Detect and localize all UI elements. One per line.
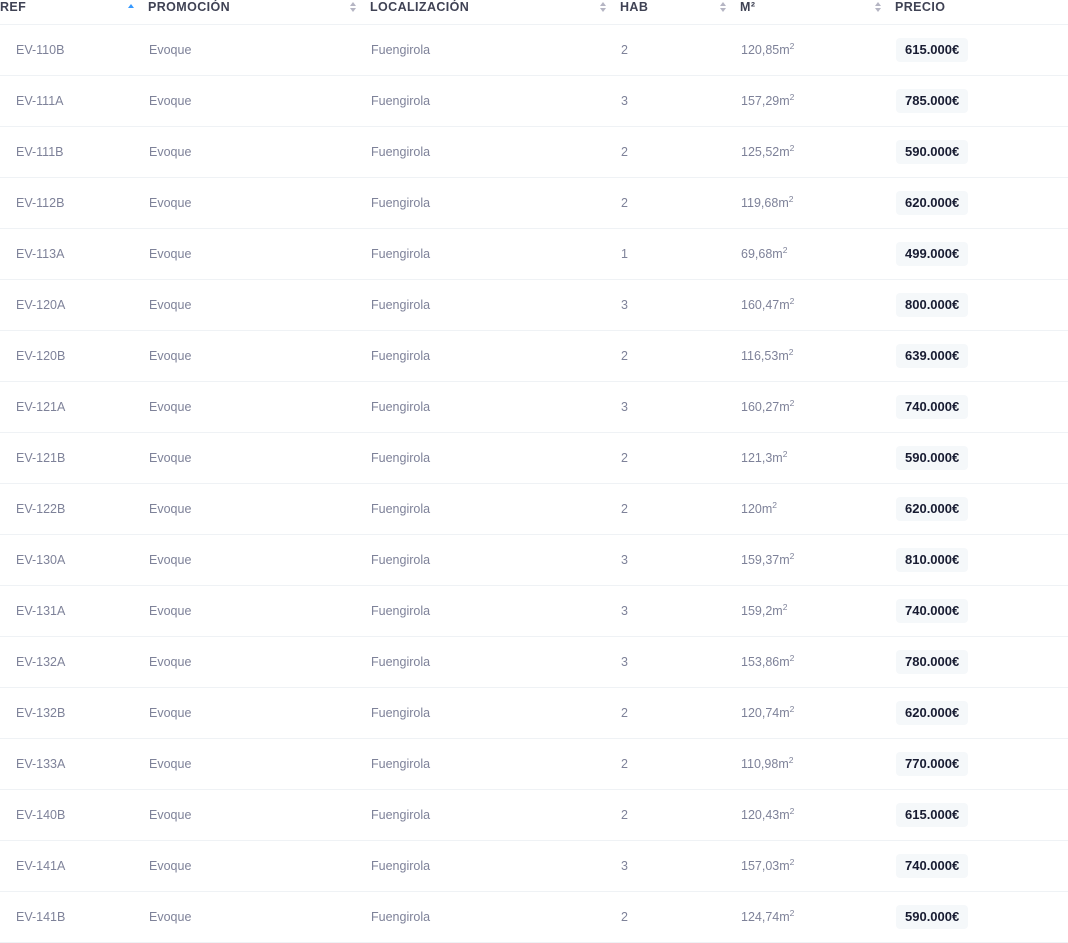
cell-superficie — [740, 280, 895, 331]
cell-localizacion: Fuengirola — [370, 382, 620, 433]
superficie-exponent: 2 — [789, 397, 795, 408]
table-row[interactable] — [0, 484, 1068, 535]
cell-hab: 3 — [620, 637, 740, 688]
table-header-row — [0, 0, 1068, 25]
price-badge: 740.000€ — [896, 395, 968, 419]
cell-ref: EV-132A — [0, 637, 148, 688]
cell-localizacion: Fuengirola — [370, 433, 620, 484]
cell-superficie — [740, 688, 895, 739]
superficie-value: 110,98 — [741, 757, 779, 771]
cell-superficie — [740, 127, 895, 178]
cell-promocion: Evoque — [148, 178, 370, 229]
cell-ref: EV-111B — [0, 127, 148, 178]
superficie-exponent: 2 — [782, 448, 788, 459]
superficie-unit: m — [772, 604, 783, 618]
superficie-exponent: 2 — [789, 40, 795, 51]
cell-precio — [895, 484, 1068, 535]
price-badge: 590.000€ — [896, 446, 968, 470]
column-header-localizacion-label: LOCALIZACIÓN — [370, 0, 470, 14]
cell-promocion: Evoque — [148, 76, 370, 127]
cell-ref: EV-110B — [0, 25, 148, 76]
cell-hab: 3 — [620, 841, 740, 892]
superficie-value: 120,85 — [741, 43, 780, 57]
sort-toggle-icon[interactable] — [720, 2, 726, 12]
cell-hab: 2 — [620, 25, 740, 76]
cell-promocion: Evoque — [148, 892, 370, 943]
cell-precio — [895, 892, 1068, 943]
cell-precio — [895, 382, 1068, 433]
column-header-ref[interactable] — [0, 0, 148, 25]
table-row[interactable] — [0, 76, 1068, 127]
table-row[interactable] — [0, 229, 1068, 280]
table-row[interactable] — [0, 688, 1068, 739]
cell-ref: EV-132B — [0, 688, 148, 739]
cell-superficie — [740, 484, 895, 535]
cell-localizacion: Fuengirola — [370, 280, 620, 331]
price-badge: 785.000€ — [896, 89, 968, 113]
sort-ascending-icon[interactable] — [128, 4, 134, 10]
price-badge: 639.000€ — [896, 344, 968, 368]
price-badge: 615.000€ — [896, 38, 968, 62]
superficie-unit: m — [779, 910, 790, 924]
superficie-unit: m — [779, 43, 790, 57]
sort-toggle-icon[interactable] — [350, 2, 356, 12]
cell-hab: 2 — [620, 331, 740, 382]
cell-localizacion: Fuengirola — [370, 892, 620, 943]
cell-superficie — [740, 892, 895, 943]
cell-promocion: Evoque — [148, 331, 370, 382]
column-header-precio-label: PRECIO — [895, 0, 946, 14]
price-badge: 620.000€ — [896, 497, 968, 521]
superficie-value: 69,68 — [741, 247, 773, 261]
superficie-unit: m — [779, 298, 790, 312]
cell-localizacion: Fuengirola — [370, 25, 620, 76]
cell-promocion: Evoque — [148, 433, 370, 484]
cell-superficie — [740, 586, 895, 637]
cell-superficie — [740, 790, 895, 841]
sort-toggle-icon[interactable] — [600, 2, 606, 12]
column-header-localizacion[interactable] — [370, 0, 620, 25]
table-row[interactable] — [0, 127, 1068, 178]
superficie-exponent: 2 — [789, 295, 795, 306]
superficie-value: 120,74 — [741, 706, 780, 720]
superficie-unit: m — [779, 400, 790, 414]
cell-ref: EV-131A — [0, 586, 148, 637]
table-row[interactable] — [0, 280, 1068, 331]
table-header — [0, 0, 1068, 25]
table-row[interactable] — [0, 790, 1068, 841]
superficie-value: 125,52 — [741, 145, 780, 159]
superficie-value: 160,47 — [741, 298, 780, 312]
price-badge: 780.000€ — [896, 650, 968, 674]
cell-superficie — [740, 229, 895, 280]
price-badge: 740.000€ — [896, 599, 968, 623]
table-row[interactable] — [0, 637, 1068, 688]
superficie-value: 159,37 — [741, 553, 780, 567]
superficie-exponent: 2 — [782, 244, 788, 255]
table-row[interactable] — [0, 586, 1068, 637]
table-row[interactable] — [0, 331, 1068, 382]
superficie-value: 153,86 — [741, 655, 780, 669]
table-row[interactable] — [0, 25, 1068, 76]
cell-superficie — [740, 433, 895, 484]
superficie-exponent: 2 — [789, 703, 795, 714]
superficie-unit: m — [778, 757, 789, 771]
cell-promocion: Evoque — [148, 586, 370, 637]
superficie-value: 124,74 — [741, 910, 780, 924]
column-header-hab-label: HAB — [620, 0, 649, 14]
table-row[interactable] — [0, 892, 1068, 943]
superficie-exponent: 2 — [788, 346, 794, 357]
superficie-value: 116,53 — [741, 349, 779, 363]
sort-toggle-icon[interactable] — [875, 2, 881, 12]
cell-superficie — [740, 535, 895, 586]
cell-hab: 2 — [620, 127, 740, 178]
cell-promocion: Evoque — [148, 739, 370, 790]
cell-precio — [895, 76, 1068, 127]
cell-localizacion: Fuengirola — [370, 841, 620, 892]
superficie-unit: m — [779, 655, 790, 669]
superficie-exponent: 2 — [788, 193, 794, 204]
cell-hab: 2 — [620, 433, 740, 484]
cell-superficie — [740, 76, 895, 127]
superficie-unit: m — [779, 553, 790, 567]
superficie-exponent: 2 — [789, 550, 795, 561]
cell-promocion: Evoque — [148, 382, 370, 433]
superficie-unit: m — [779, 808, 790, 822]
cell-precio — [895, 739, 1068, 790]
column-header-promocion-label: PROMOCIÓN — [148, 0, 231, 14]
superficie-unit: m — [772, 247, 783, 261]
cell-localizacion: Fuengirola — [370, 331, 620, 382]
cell-ref: EV-141A — [0, 841, 148, 892]
price-badge: 499.000€ — [896, 242, 968, 266]
cell-promocion: Evoque — [148, 25, 370, 76]
cell-hab: 3 — [620, 76, 740, 127]
column-header-m2[interactable] — [740, 0, 895, 25]
column-header-ref-label: REF — [0, 0, 27, 14]
superficie-value: 120,43 — [741, 808, 780, 822]
superficie-unit: m — [761, 502, 773, 516]
cell-promocion: Evoque — [148, 280, 370, 331]
cell-ref: EV-121A — [0, 382, 148, 433]
cell-hab: 3 — [620, 586, 740, 637]
cell-precio — [895, 688, 1068, 739]
cell-promocion: Evoque — [148, 535, 370, 586]
table-row[interactable] — [0, 841, 1068, 892]
table-row[interactable] — [0, 535, 1068, 586]
superficie-value: 157,29 — [741, 94, 780, 108]
cell-precio — [895, 637, 1068, 688]
cell-localizacion: Fuengirola — [370, 535, 620, 586]
cell-hab: 2 — [620, 892, 740, 943]
cell-localizacion: Fuengirola — [370, 484, 620, 535]
price-badge: 810.000€ — [896, 548, 968, 572]
cell-precio — [895, 331, 1068, 382]
cell-localizacion: Fuengirola — [370, 790, 620, 841]
cell-hab: 3 — [620, 535, 740, 586]
cell-hab: 2 — [620, 739, 740, 790]
cell-hab: 2 — [620, 178, 740, 229]
cell-precio — [895, 127, 1068, 178]
superficie-value: 120 — [741, 502, 762, 516]
superficie-value: 159,2 — [741, 604, 773, 618]
cell-localizacion: Fuengirola — [370, 178, 620, 229]
column-header-hab[interactable] — [620, 0, 740, 25]
table-body — [0, 25, 1068, 943]
cell-precio — [895, 229, 1068, 280]
cell-localizacion: Fuengirola — [370, 586, 620, 637]
cell-precio — [895, 841, 1068, 892]
table-row[interactable] — [0, 433, 1068, 484]
cell-ref: EV-130A — [0, 535, 148, 586]
column-header-precio[interactable] — [895, 0, 1068, 25]
superficie-unit: m — [778, 196, 789, 210]
superficie-exponent: 2 — [782, 601, 788, 612]
column-header-promocion[interactable] — [148, 0, 370, 25]
superficie-exponent: 2 — [789, 91, 795, 102]
superficie-exponent: 2 — [789, 142, 795, 153]
cell-precio — [895, 178, 1068, 229]
cell-promocion: Evoque — [148, 637, 370, 688]
cell-promocion: Evoque — [148, 127, 370, 178]
superficie-exponent: 2 — [789, 907, 795, 918]
superficie-exponent: 2 — [788, 754, 794, 765]
cell-ref: EV-113A — [0, 229, 148, 280]
cell-superficie — [740, 739, 895, 790]
price-badge: 615.000€ — [896, 803, 968, 827]
cell-localizacion: Fuengirola — [370, 229, 620, 280]
cell-promocion: Evoque — [148, 841, 370, 892]
cell-promocion: Evoque — [148, 688, 370, 739]
price-badge: 620.000€ — [896, 191, 968, 215]
superficie-exponent: 2 — [789, 856, 795, 867]
price-badge: 770.000€ — [896, 752, 968, 776]
cell-ref: EV-133A — [0, 739, 148, 790]
cell-hab: 3 — [620, 382, 740, 433]
cell-promocion: Evoque — [148, 790, 370, 841]
cell-superficie — [740, 382, 895, 433]
cell-superficie — [740, 331, 895, 382]
cell-ref: EV-112B — [0, 178, 148, 229]
cell-hab: 2 — [620, 790, 740, 841]
superficie-unit: m — [779, 859, 790, 873]
cell-precio — [895, 586, 1068, 637]
cell-ref: EV-120B — [0, 331, 148, 382]
superficie-unit: m — [772, 451, 783, 465]
cell-hab: 2 — [620, 688, 740, 739]
superficie-unit: m — [779, 706, 790, 720]
cell-hab: 1 — [620, 229, 740, 280]
cell-ref: EV-111A — [0, 76, 148, 127]
table-row[interactable] — [0, 382, 1068, 433]
cell-precio — [895, 535, 1068, 586]
superficie-exponent: 2 — [789, 805, 795, 816]
superficie-value: 119,68 — [741, 196, 779, 210]
cell-superficie — [740, 841, 895, 892]
superficie-value: 157,03 — [741, 859, 780, 873]
table-row[interactable] — [0, 178, 1068, 229]
superficie-value: 160,27 — [741, 400, 780, 414]
cell-localizacion: Fuengirola — [370, 739, 620, 790]
cell-localizacion: Fuengirola — [370, 688, 620, 739]
cell-ref: EV-122B — [0, 484, 148, 535]
cell-superficie — [740, 178, 895, 229]
cell-ref: EV-121B — [0, 433, 148, 484]
cell-localizacion: Fuengirola — [370, 637, 620, 688]
price-badge: 590.000€ — [896, 905, 968, 929]
column-header-m2-label: M² — [740, 0, 756, 14]
cell-promocion: Evoque — [148, 484, 370, 535]
superficie-unit: m — [779, 94, 790, 108]
cell-superficie — [740, 637, 895, 688]
cell-precio — [895, 280, 1068, 331]
cell-promocion: Evoque — [148, 229, 370, 280]
superficie-exponent: 2 — [789, 652, 795, 663]
superficie-unit: m — [779, 145, 790, 159]
cell-hab: 2 — [620, 484, 740, 535]
cell-ref: EV-120A — [0, 280, 148, 331]
cell-precio — [895, 790, 1068, 841]
cell-precio — [895, 433, 1068, 484]
price-badge: 620.000€ — [896, 701, 968, 725]
cell-localizacion: Fuengirola — [370, 127, 620, 178]
cell-precio — [895, 25, 1068, 76]
superficie-exponent: 2 — [772, 499, 778, 510]
cell-hab: 3 — [620, 280, 740, 331]
cell-superficie — [740, 25, 895, 76]
cell-ref: EV-140B — [0, 790, 148, 841]
superficie-value: 121,3 — [741, 451, 773, 465]
table-row[interactable] — [0, 739, 1068, 790]
price-badge: 800.000€ — [896, 293, 968, 317]
price-badge: 740.000€ — [896, 854, 968, 878]
superficie-unit: m — [778, 349, 789, 363]
cell-ref: EV-141B — [0, 892, 148, 943]
price-badge: 590.000€ — [896, 140, 968, 164]
cell-localizacion: Fuengirola — [370, 76, 620, 127]
